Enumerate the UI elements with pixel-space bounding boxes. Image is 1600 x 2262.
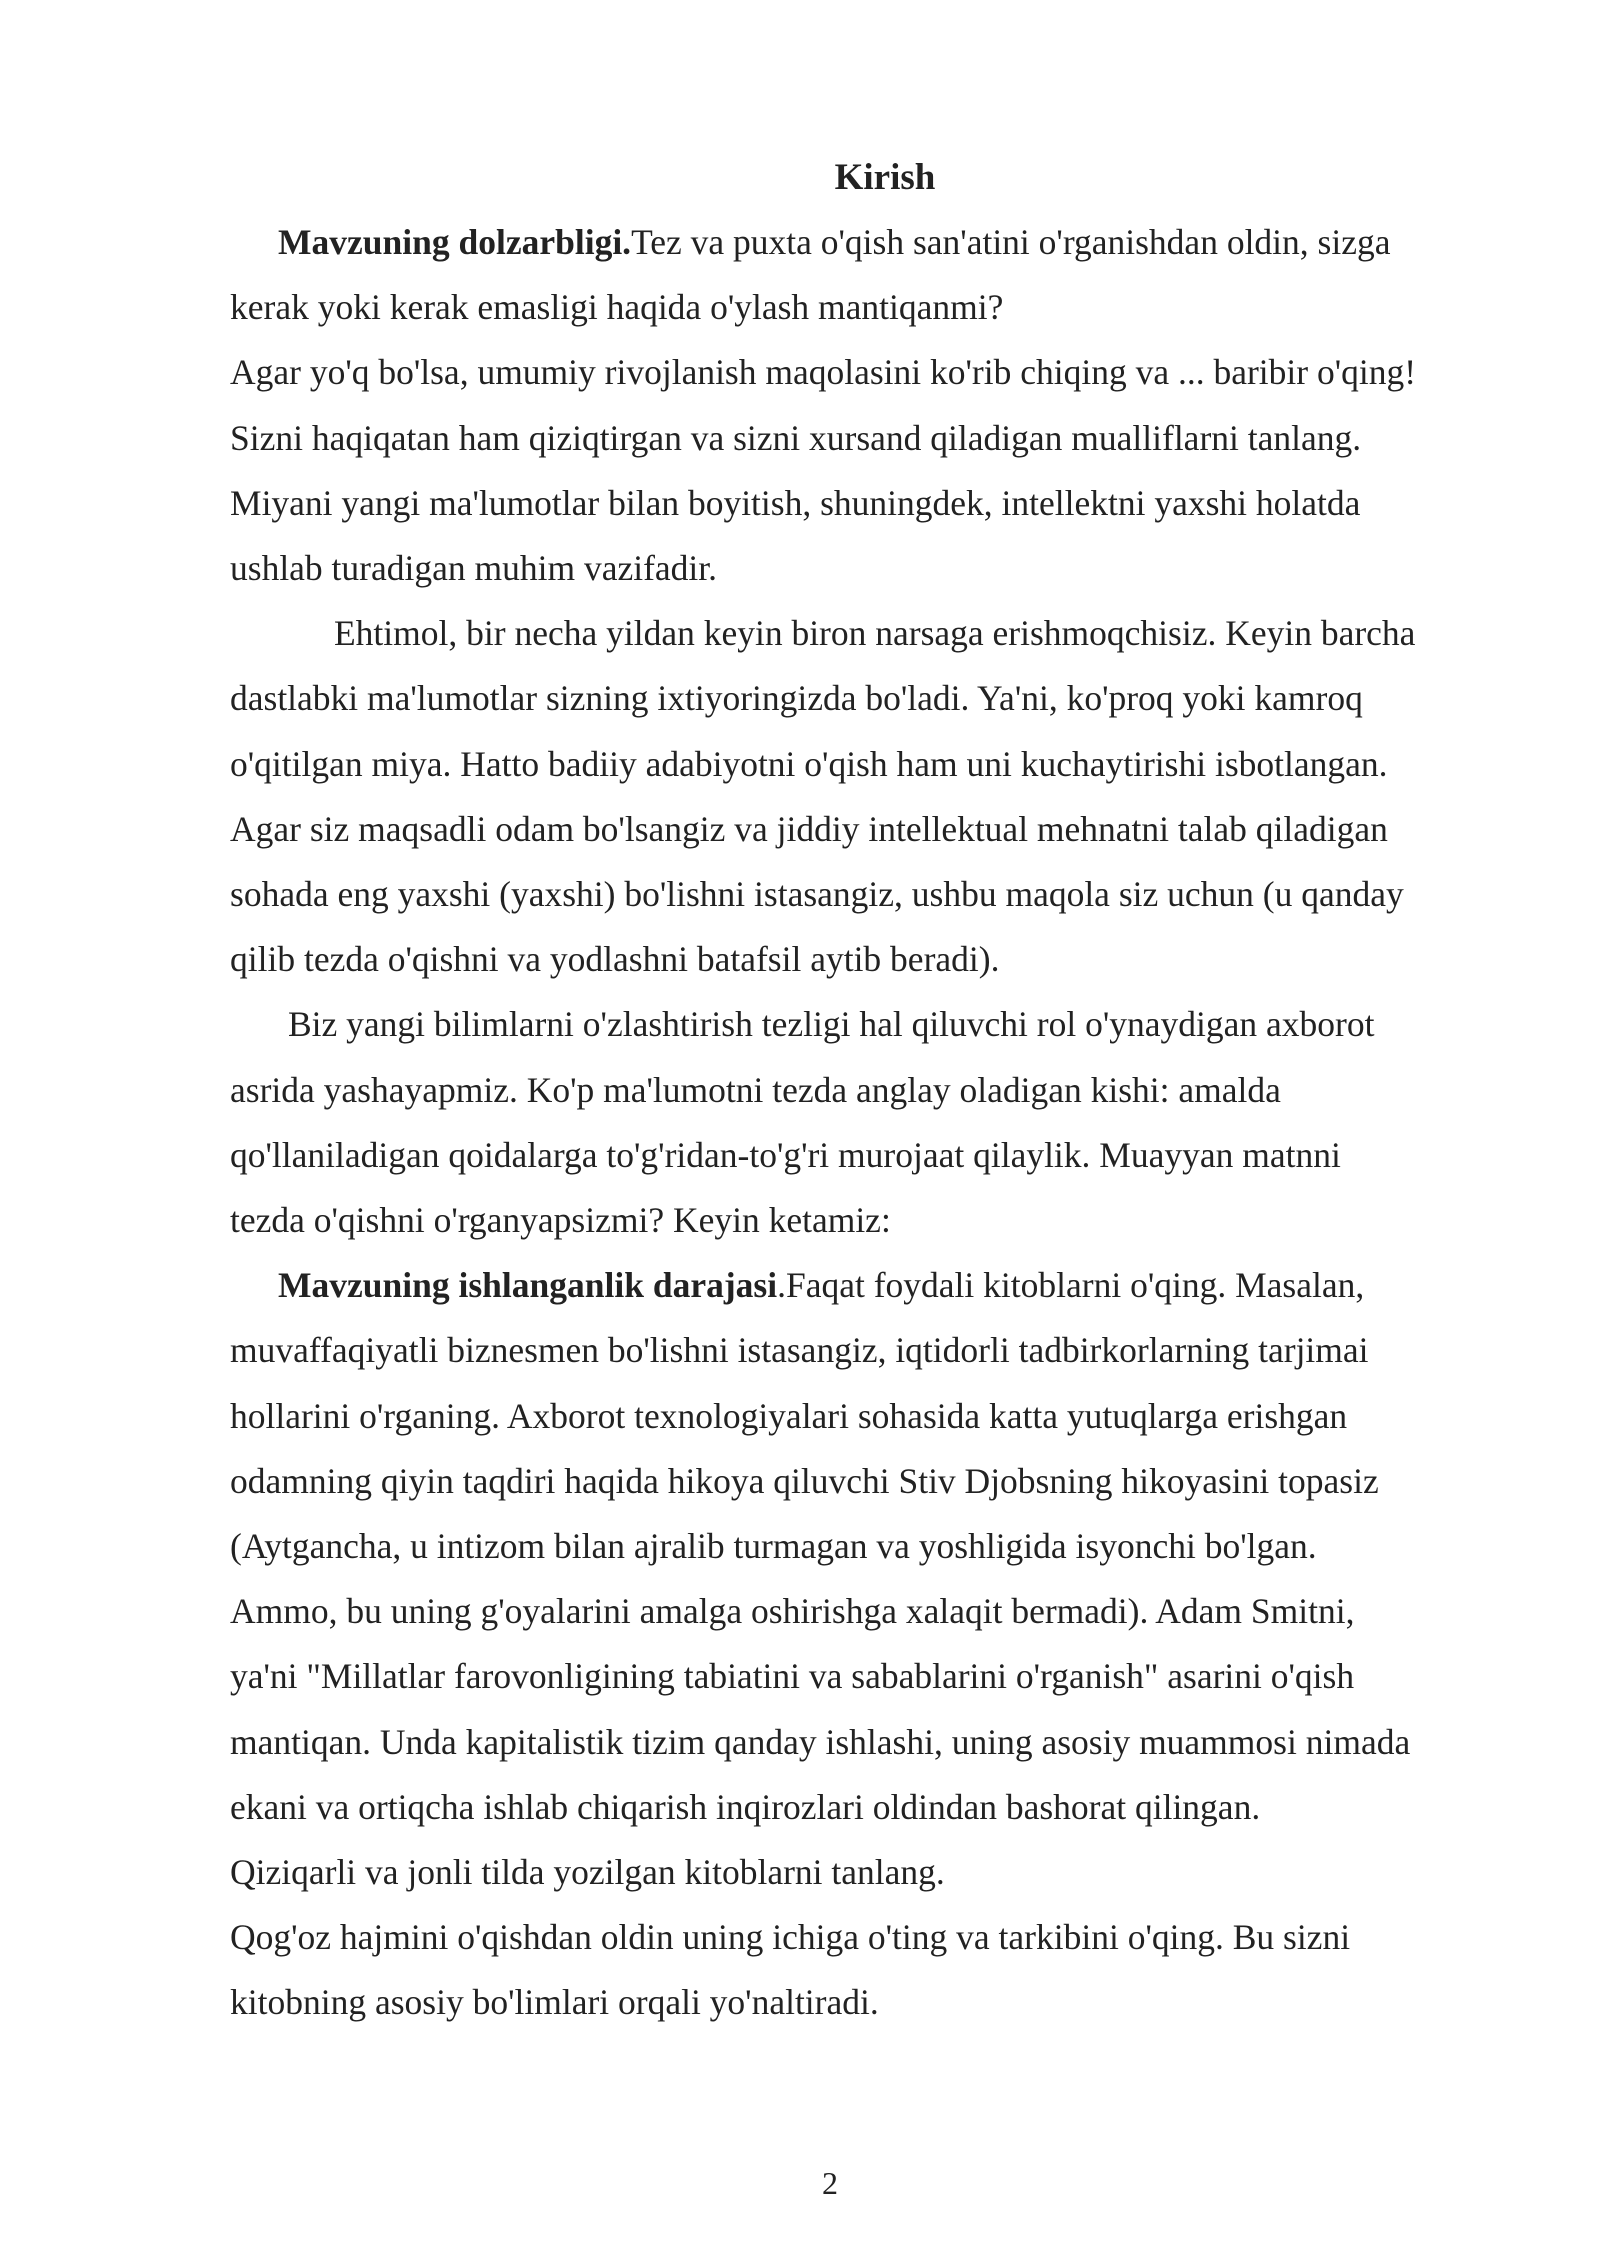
text-line: sohada eng yaxshi (yaxshi) bo'lishni istasangiz, ushbu maqola siz uchun (u qanday	[230, 874, 1404, 915]
text-line: Ammo, bu uning g'oyalarini amalga oshirishga xalaqit bermadi). Adam Smitni,	[230, 1591, 1355, 1632]
text-line: odamning qiyin taqdiri haqida hikoya qiluvchi Stiv Djobsning hikoyasini topasiz	[230, 1460, 1379, 1501]
text-line: Agar siz maqsadli odam bo'lsangiz va jiddiy intellektual mehnatni talab qiladigan	[230, 808, 1388, 849]
text-line: tezda o'qishni o'rganyapsizmi? Keyin ketamiz:	[230, 1200, 891, 1241]
text-line: kitobning asosiy bo'limlari orqali yo'naltiradi.	[230, 1982, 879, 2023]
text-line: (Aytgancha, u intizom bilan ajralib turmagan va yoshligida isyonchi bo'lgan.	[230, 1526, 1317, 1567]
text-line	[230, 210, 1500, 275]
line-text: .Faqat foydali kitoblarni o'qing. Masalan,	[777, 1265, 1365, 1306]
section-heading-elaboration: Mavzuning ishlanganlik darajasi	[278, 1265, 778, 1306]
page-title: Kirish	[834, 157, 936, 198]
text-line: Miyani yangi ma'lumotlar bilan boyitish, shuningdek, intellektni yaxshi holatda	[230, 482, 1361, 523]
text-line: Agar yo'q bo'lsa, umumiy rivojlanish maqolasini ko'rib chiqing va ... baribir o'qing!	[230, 352, 1417, 393]
text-line: Ehtimol, bir necha yildan keyin biron narsaga erishmoqchisiz. Keyin barcha	[334, 613, 1416, 654]
text-line: ushlab turadigan muhim vazifadir.	[230, 548, 718, 589]
text-line: hollarini o'rganing. Axborot texnologiyalari sohasida katta yutuqlarga erishgan	[230, 1395, 1348, 1436]
text-line: Qiziqarli va jonli tilda yozilgan kitoblarni tanlang.	[230, 1852, 945, 1893]
text-line: mantiqan. Unda kapitalistik tizim qanday ishlashi, uning asosiy muammosi nimada	[230, 1721, 1411, 1762]
page-number: 2	[822, 2165, 838, 2201]
text-line: muvaffaqiyatli biznesmen bo'lishni istasangiz, iqtidorli tadbirkorlarning tarjimai	[230, 1330, 1369, 1371]
page-content	[230, 145, 1500, 2036]
text-line: Biz yangi bilimlarni o'zlashtirish tezligi hal qiluvchi rol o'ynaydigan axborot	[288, 1004, 1375, 1045]
line-text: Tez va puxta o'qish san'atini o'rganishdan oldin, sizga	[631, 222, 1391, 262]
section-heading-relevance: Mavzuning dolzarbligi.	[278, 222, 632, 262]
text-line: dastlabki ma'lumotlar sizning ixtiyoringizda bo'ladi. Ya'ni, ko'proq yoki kamroq	[230, 678, 1363, 719]
text-line: qilib tezda o'qishni va yodlashni batafsil aytib beradi).	[230, 939, 1000, 980]
text-line: o'qitilgan miya. Hatto badiiy adabiyotni o'qish ham uni kuchaytirishi isbotlangan.	[230, 743, 1388, 784]
text-line	[230, 1253, 1500, 1318]
text-line: Sizni haqiqatan ham qiziqtirgan va sizni xursand qiladigan mualliflarni tanlang.	[230, 417, 1362, 458]
text-line: qo'llaniladigan qoidalarga to'g'ridan-to'g'ri murojaat qilaylik. Muayyan matnni	[230, 1134, 1341, 1175]
text-line: ekani va ortiqcha ishlab chiqarish inqirozlari oldindan bashorat qilingan.	[230, 1786, 1261, 1827]
text-line: kerak yoki kerak emasligi haqida o'ylash mantiqanmi?	[230, 287, 1004, 328]
text-line: asrida yashayapmiz. Ko'p ma'lumotni tezda anglay oladigan kishi: amalda	[230, 1069, 1281, 1110]
text-line: ya'ni "Millatlar farovonligining tabiatini va sabablarini o'rganish" asarini o'qish	[230, 1656, 1355, 1697]
text-line: Qog'oz hajmini o'qishdan oldin uning ichiga o'ting va tarkibini o'qing. Bu sizni	[230, 1917, 1351, 1958]
